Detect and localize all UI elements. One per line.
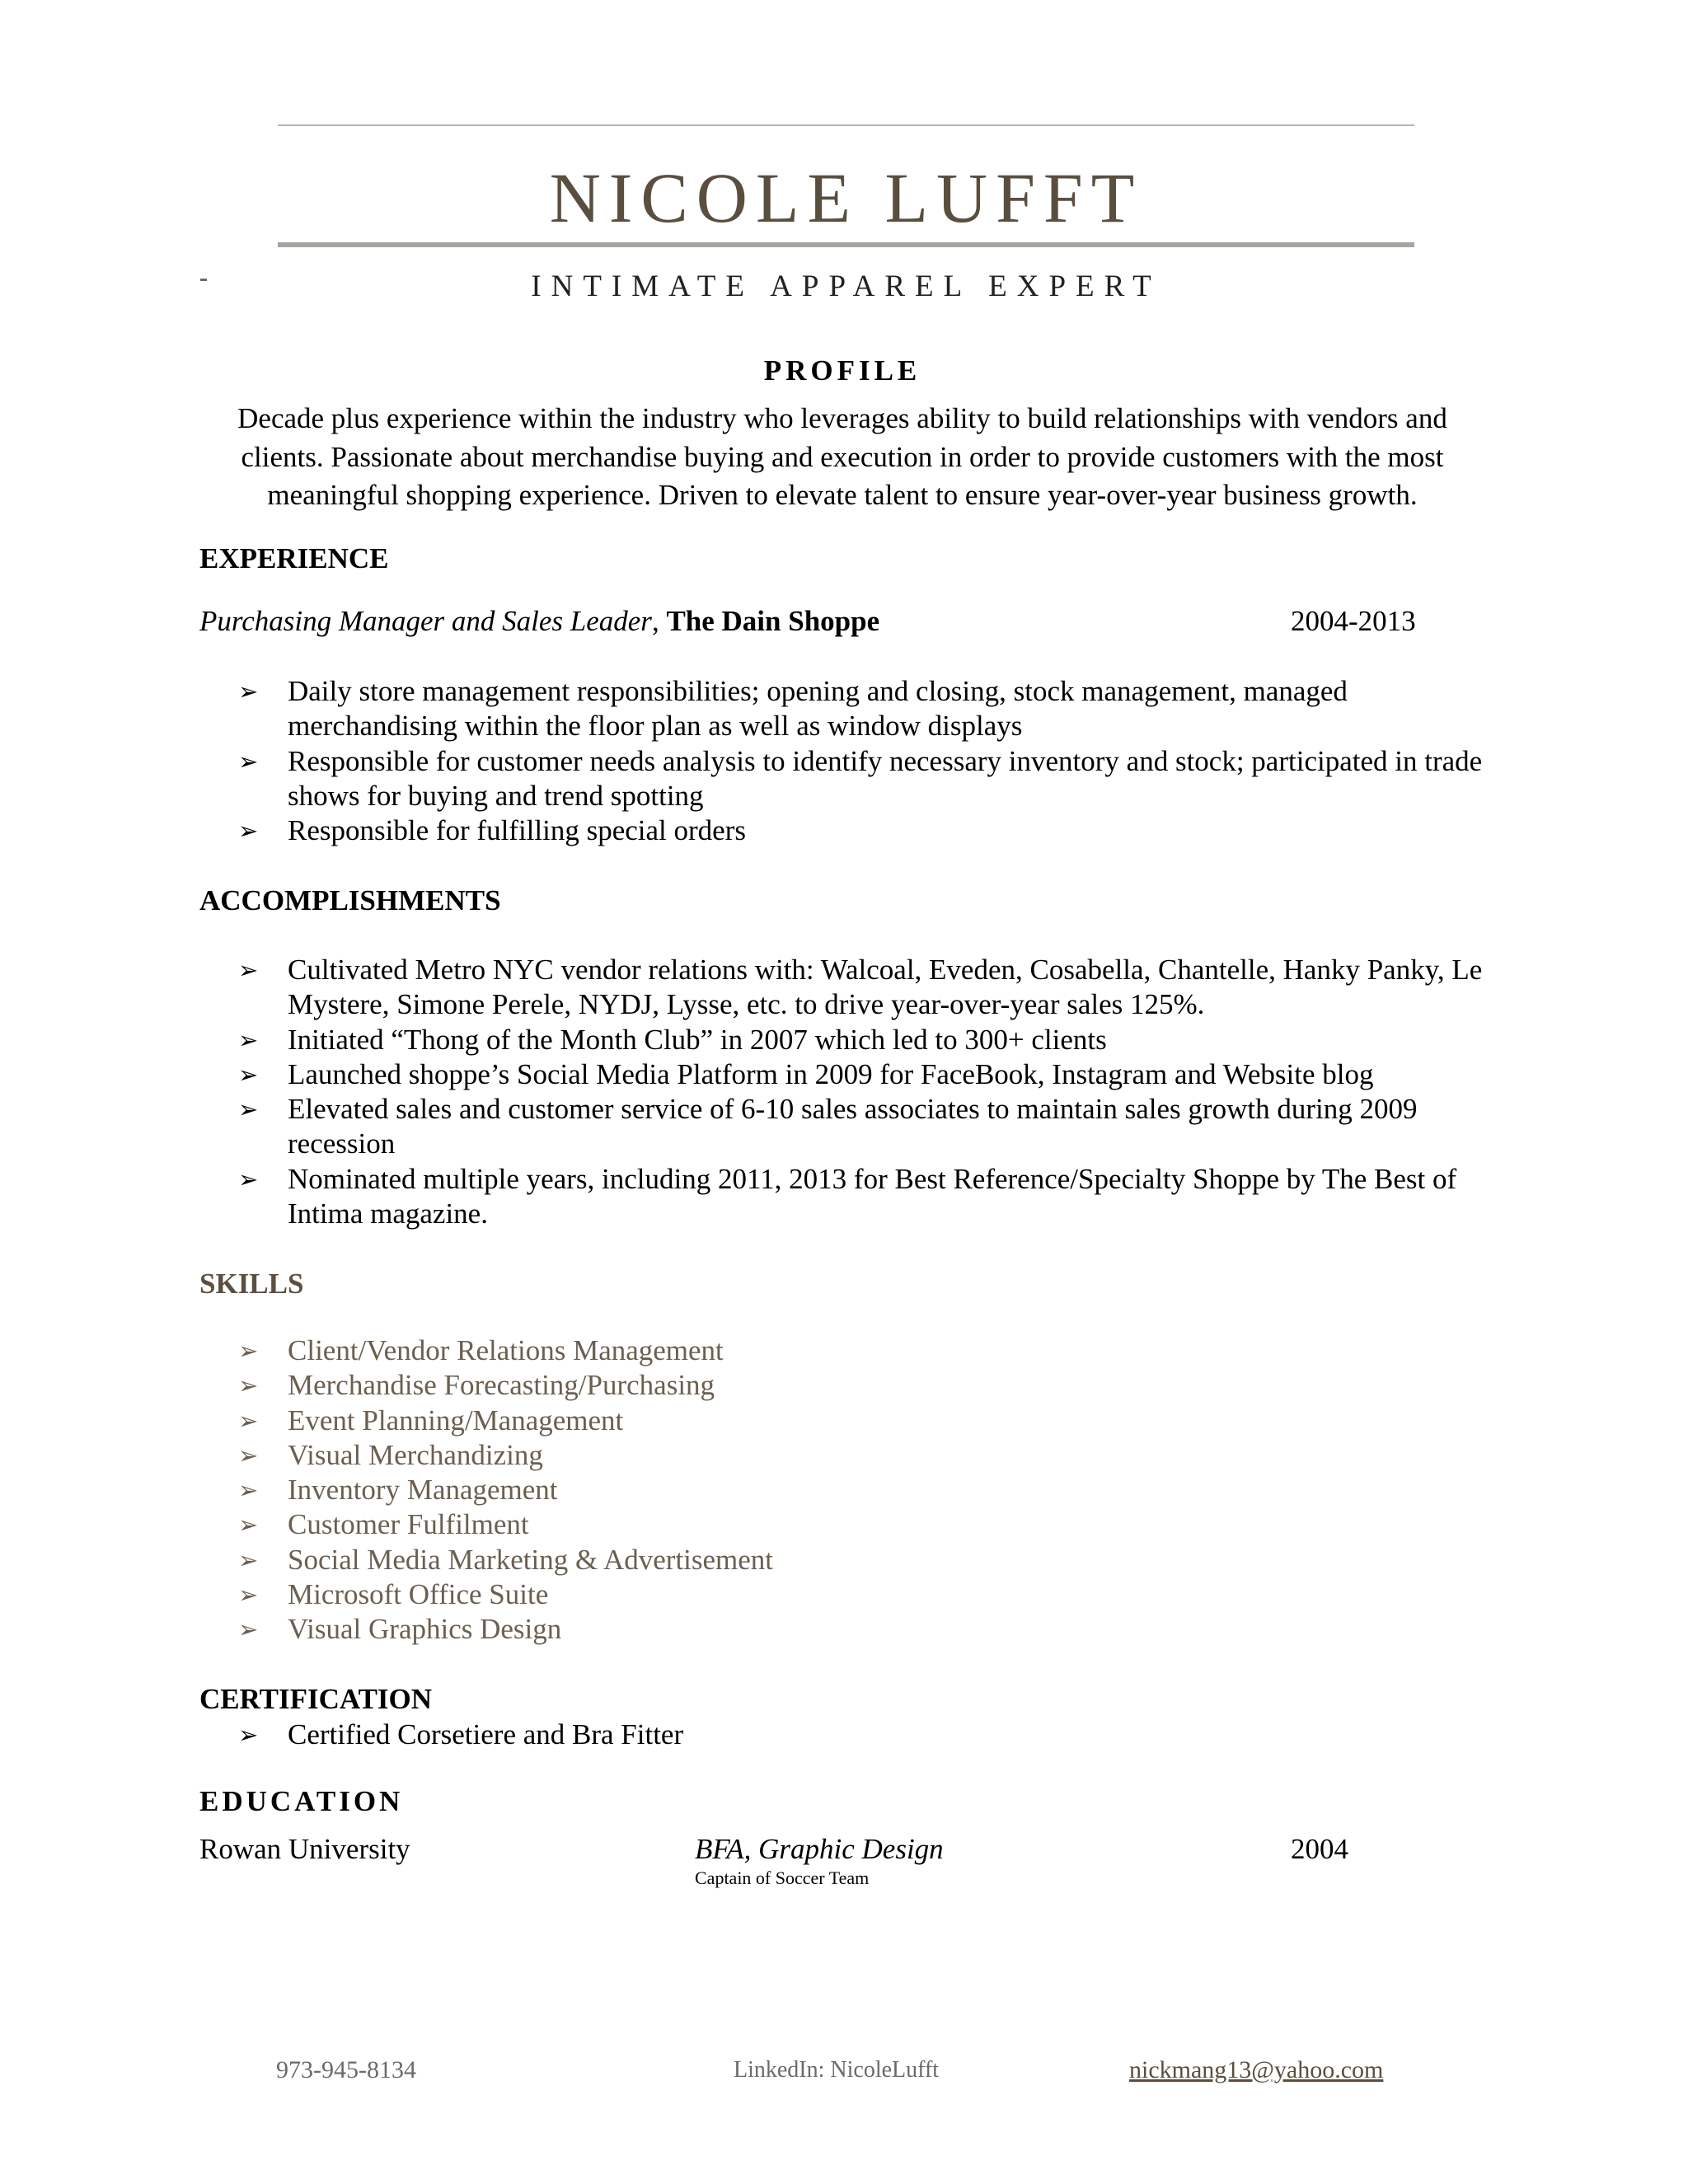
arrowhead-bullet-icon: ➢ <box>238 956 259 984</box>
stray-dash-mark <box>200 279 207 281</box>
list-item <box>199 813 1502 848</box>
arrowhead-bullet-icon: ➢ <box>238 1545 259 1574</box>
skill-item <box>199 1368 1502 1403</box>
footer-phone: 973-945-8134 <box>276 2056 416 2083</box>
header-name-rule <box>278 242 1414 247</box>
arrowhead-bullet-icon: ➢ <box>238 1025 259 1054</box>
footer-email-link[interactable]: nickmang13@yahoo.com <box>1129 2056 1384 2083</box>
list-item <box>199 744 1502 814</box>
education-heading: EDUCATION <box>199 1785 404 1817</box>
list-item-text: Responsible for fulfilling special orders <box>288 814 746 847</box>
profile-text: Decade plus experience within the industry who leverages ability to build relationships with vendors and clients. Passionate about merchandise buying and execution in order to provide customers with the most meaningful shopping experience. Driven to elevate talent to ensure year-over-year business growth. <box>237 402 1447 511</box>
job-separator: , <box>651 605 667 637</box>
skill-item-text: Event Planning/Management <box>288 1404 624 1436</box>
skill-item <box>199 1612 1502 1647</box>
list-item-text: Certified Corsetiere and Bra Fitter <box>288 1718 684 1750</box>
job-company: The Dain Shoppe <box>666 605 880 637</box>
skill-item-text: Microsoft Office Suite <box>288 1578 549 1611</box>
arrowhead-bullet-icon: ➢ <box>238 677 259 705</box>
skill-item-text: Merchandise Forecasting/Purchasing <box>288 1369 715 1402</box>
skills-heading: SKILLS <box>199 1268 304 1300</box>
job-years: 2004-2013 <box>1291 605 1416 637</box>
certification-heading: CERTIFICATION <box>199 1683 433 1715</box>
list-item-text: Cultivated Metro NYC vendor relations with: Walcoal, Eveden, Cosabella, Chantelle, Hanky Panky, Le Mystere, Simone Perele, NYDJ, Lysse, etc. to drive year-over-year sales 125%. <box>288 954 1483 1021</box>
skill-item <box>199 1438 1502 1473</box>
arrowhead-bullet-icon: ➢ <box>238 1165 259 1193</box>
profile-heading: PROFILE <box>763 354 921 387</box>
skill-item <box>199 1473 1502 1507</box>
skill-item-text: Visual Graphics Design <box>288 1613 562 1646</box>
job-line <box>199 603 1436 640</box>
list-item <box>199 953 1502 1023</box>
footer-linkedin: LinkedIn: NicoleLufft <box>734 2057 940 2083</box>
list-item-text: Nominated multiple years, including 2011, 2013 for Best Reference/Specialty Shoppe by The Best of Intima magazine. <box>288 1162 1457 1230</box>
skill-item <box>199 1577 1502 1612</box>
accomplishments-list <box>199 953 1502 1231</box>
experience-list <box>199 674 1502 848</box>
education-degree: BFA, Graphic Design <box>695 1833 944 1865</box>
list-item-text: Launched shoppe’s Social Media Platform in 2009 for FaceBook, Instagram and Website blog <box>288 1057 1374 1090</box>
experience-heading: EXPERIENCE <box>199 542 389 574</box>
list-item <box>199 1057 1502 1092</box>
skill-item-text: Social Media Marketing & Advertisement <box>288 1543 774 1576</box>
skill-item-text: Inventory Management <box>288 1474 558 1507</box>
education-school: Rowan University <box>199 1833 410 1865</box>
arrowhead-bullet-icon: ➢ <box>238 1476 259 1505</box>
skill-item-text: Customer Fulfilment <box>288 1508 529 1541</box>
arrowhead-bullet-icon: ➢ <box>238 1721 259 1749</box>
education-year: 2004 <box>1291 1833 1348 1865</box>
list-item <box>199 674 1502 744</box>
list-item <box>199 1718 1502 1752</box>
skills-list <box>199 1333 1502 1647</box>
skill-item-text: Client/Vendor Relations Management <box>288 1334 724 1366</box>
list-item-text: Initiated “Thong of the Month Club” in 2007 which led to 300+ clients <box>288 1023 1107 1056</box>
skill-item <box>199 1543 1502 1577</box>
list-item <box>199 1092 1502 1162</box>
arrowhead-bullet-icon: ➢ <box>238 1581 259 1610</box>
header-top-rule <box>278 124 1414 126</box>
arrowhead-bullet-icon: ➢ <box>238 1060 259 1089</box>
education-note: Captain of Soccer Team <box>695 1868 870 1888</box>
skill-item <box>199 1404 1502 1438</box>
arrowhead-bullet-icon: ➢ <box>238 1615 259 1644</box>
certification-list <box>199 1718 1502 1752</box>
arrowhead-bullet-icon: ➢ <box>238 747 259 776</box>
list-item <box>199 1162 1502 1232</box>
skill-item <box>199 1333 1502 1368</box>
accomplishments-heading: ACCOMPLISHMENTS <box>199 884 501 916</box>
list-item-text: Elevated sales and customer service of 6-10 sales associates to maintain sales growth during 2009 recession <box>288 1093 1418 1160</box>
candidate-name: NICOLE LUFFT <box>549 158 1143 237</box>
skill-item-text: Visual Merchandizing <box>288 1438 543 1471</box>
arrowhead-bullet-icon: ➢ <box>238 1371 259 1400</box>
list-item <box>199 1023 1502 1057</box>
arrowhead-bullet-icon: ➢ <box>238 1095 259 1124</box>
arrowhead-bullet-icon: ➢ <box>238 817 259 846</box>
arrowhead-bullet-icon: ➢ <box>238 1511 259 1540</box>
arrowhead-bullet-icon: ➢ <box>238 1441 259 1469</box>
list-item-text: Daily store management responsibilities; opening and closing, stock management, managed merchandising within the floor plan as well as window displays <box>288 675 1348 743</box>
arrowhead-bullet-icon: ➢ <box>238 1337 259 1365</box>
skill-item <box>199 1507 1502 1542</box>
job-title: Purchasing Manager and Sales Leader <box>199 605 652 637</box>
list-item-text: Responsible for customer needs analysis to identify necessary inventory and stock; participated in trade shows for buying and trend spotting <box>288 744 1483 812</box>
arrowhead-bullet-icon: ➢ <box>238 1406 259 1435</box>
candidate-title: INTIMATE APPAREL EXPERT <box>531 269 1161 303</box>
